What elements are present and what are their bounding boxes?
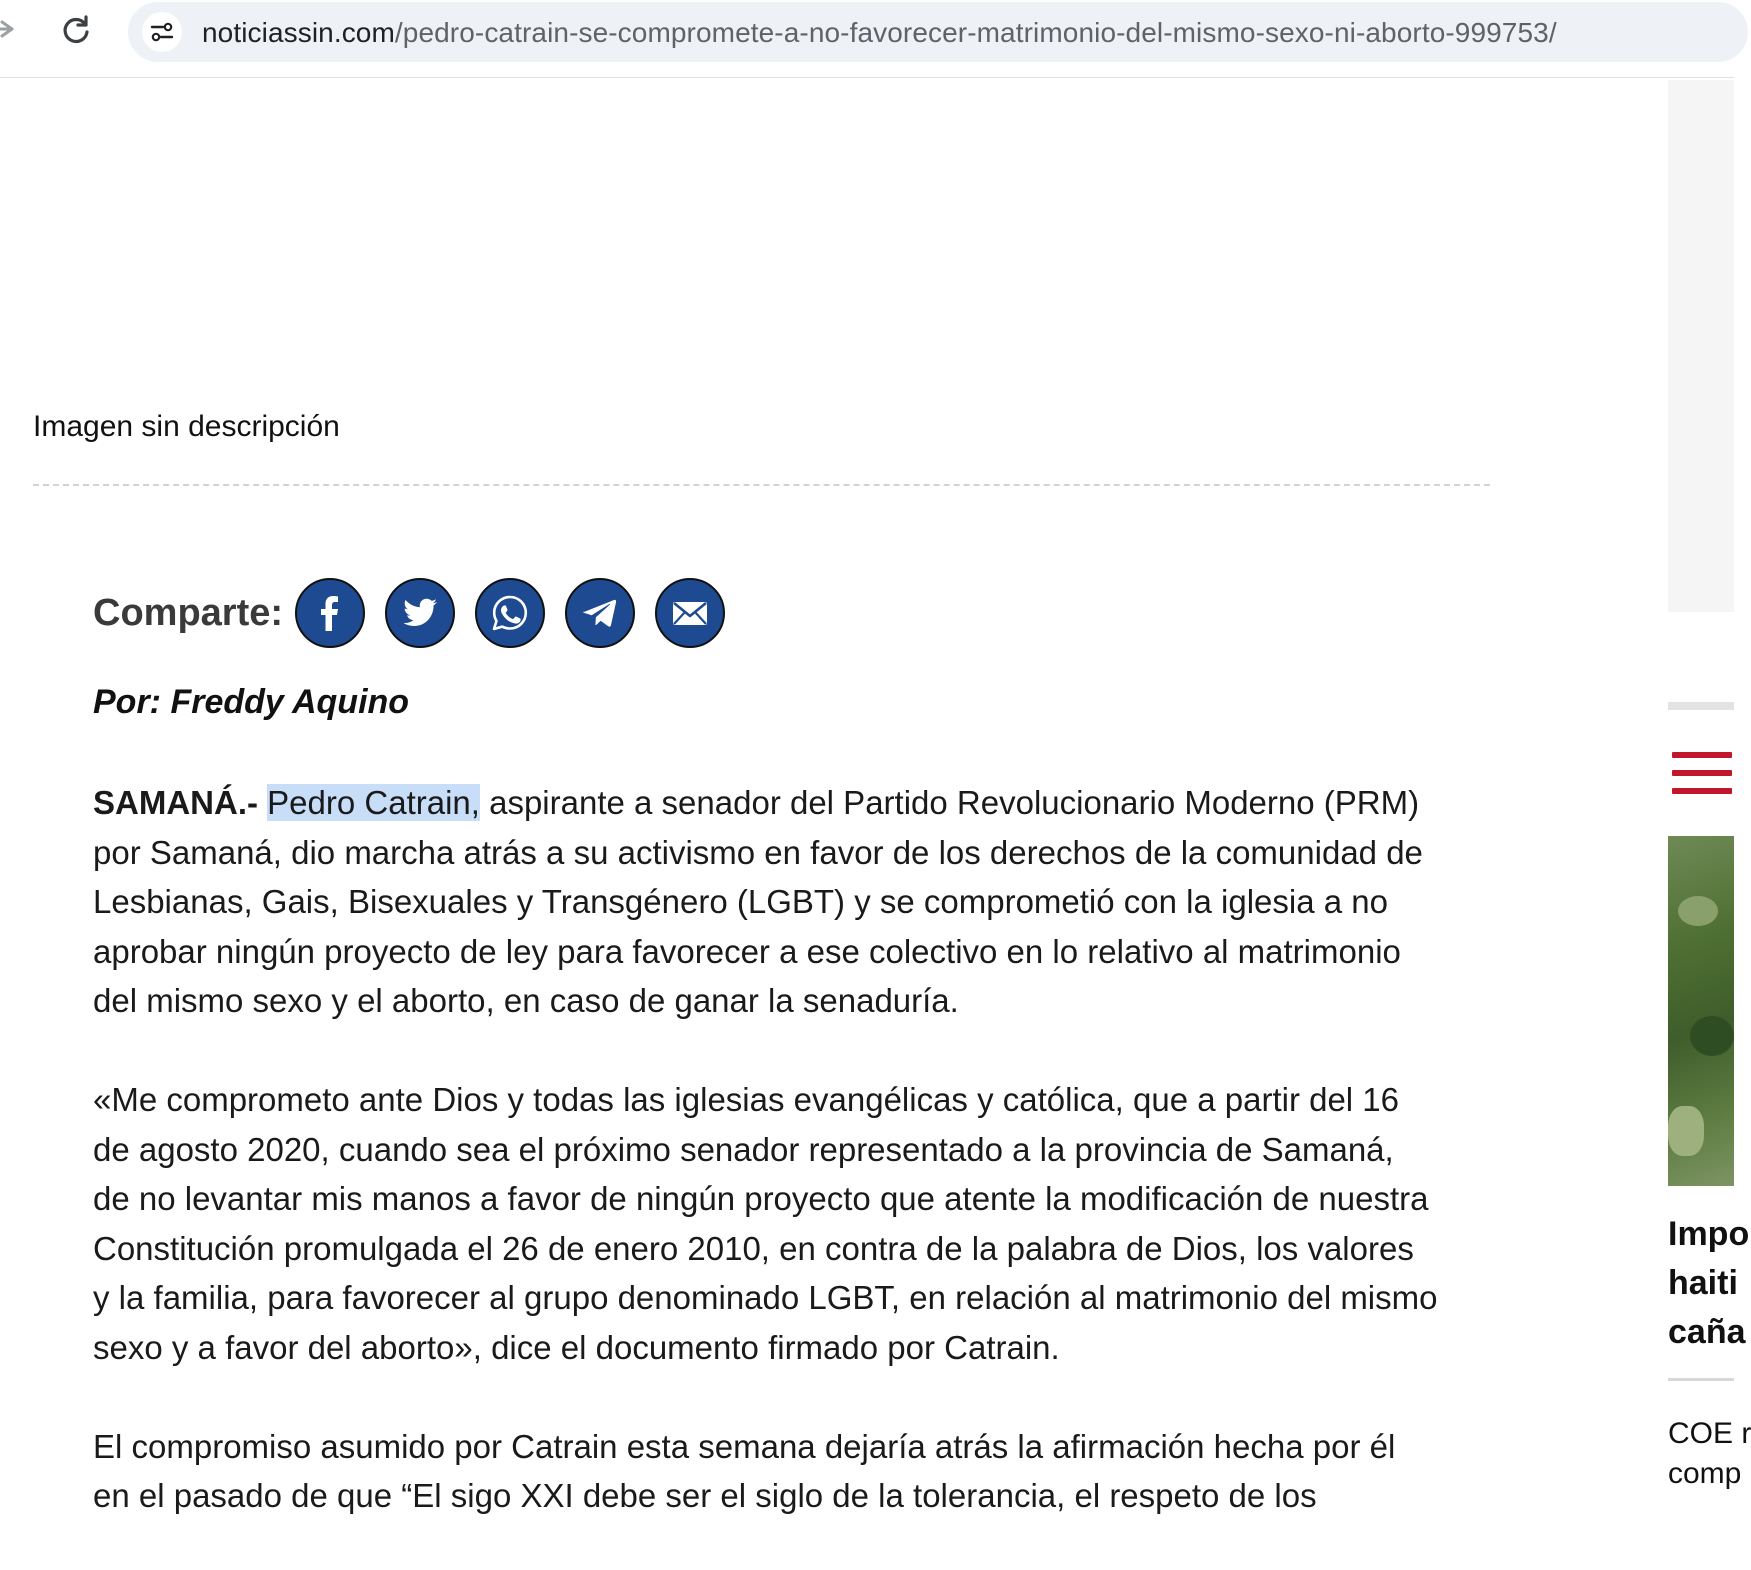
whatsapp-icon [490,593,530,633]
headline-line: caña [1668,1313,1746,1351]
headline-line: Impo [1668,1215,1750,1253]
share-label: Comparte: [93,592,284,634]
sidebar-divider [1668,702,1734,710]
forward-arrow-icon[interactable] [0,12,20,46]
sidebar-news-headline[interactable] [1668,1210,1750,1357]
browser-toolbar [0,0,1734,78]
article-paragraph: «Me comprometo ante Dios y todas las iglesias evangélicas y católica, que a partir del 16 de agosto 2020, cuando sea el próximo senador representado a la provincia de Samaná, de no levantar mis manos a favor de ningún proyecto que atente la modificación de nuestra Constitución promulgada el 26 de enero 2010, en contra de la palabra de Dios, los valores y la familia, para favorecer al grupo denominado LGBT, en relación al matrimonio del mismo sexo y a favor del aborto», dice el documento firmado por Catrain. [93,1081,1438,1366]
paragraph-text: aspirante a senador del Partido Revolucionario Moderno (PRM) por Samaná, dio marcha atrás a su activismo en favor de los derechos de la comunidad de Lesbianas, Gais, Bisexuales y Transgénero (LGBT) y se comprometió con la iglesia a no aprobar ningún proyecto de ley para favorecer a ese colectivo en lo relativo al matrimonio del mismo sexo y el aborto, en caso de ganar la senaduría. [93,784,1423,1019]
sidebar-news-image[interactable] [1668,836,1734,1186]
email-icon [670,593,710,633]
twitter-icon [400,593,440,633]
dateline: SAMANÁ.- [93,784,258,821]
hamburger-menu-icon[interactable] [1672,752,1732,802]
sidebar-news-item[interactable] [1668,1414,1751,1494]
telegram-share-button[interactable] [565,578,635,648]
caption-divider [33,484,1490,486]
facebook-share-button[interactable] [295,578,365,648]
tune-icon [150,20,174,44]
image-caption: Imagen sin descripción [33,410,340,443]
sidebar-ad-slot [1668,80,1734,612]
news-line: comp [1668,1457,1742,1490]
article-body [93,778,1438,1570]
article-paragraph [93,778,1438,1026]
twitter-share-button[interactable] [385,578,455,648]
news-line: COE r [1668,1417,1751,1450]
address-bar[interactable] [128,2,1748,62]
telegram-icon [580,593,620,633]
sidebar-divider [1668,1378,1734,1381]
facebook-icon [310,593,350,633]
url-domain: noticiassin.com [202,17,395,48]
site-info-button[interactable] [142,12,182,52]
url-text[interactable] [202,17,1557,49]
selected-text[interactable]: Pedro Catrain, [267,784,480,821]
reload-icon[interactable] [58,12,94,48]
author-byline: Por: Freddy Aquino [93,683,410,721]
url-path: /pedro-catrain-se-compromete-a-no-favorecer-matrimonio-del-mismo-sexo-ni-aborto-999753/ [394,17,1557,48]
email-share-button[interactable] [655,578,725,648]
article-paragraph: El compromiso asumido por Catrain esta semana dejaría atrás la afirmación hecha por él en el pasado de que “El sigo XXI debe ser el siglo de la tolerancia, el respeto de los [93,1427,1396,1514]
headline-line: haiti [1668,1264,1738,1302]
whatsapp-share-button[interactable] [475,578,545,648]
